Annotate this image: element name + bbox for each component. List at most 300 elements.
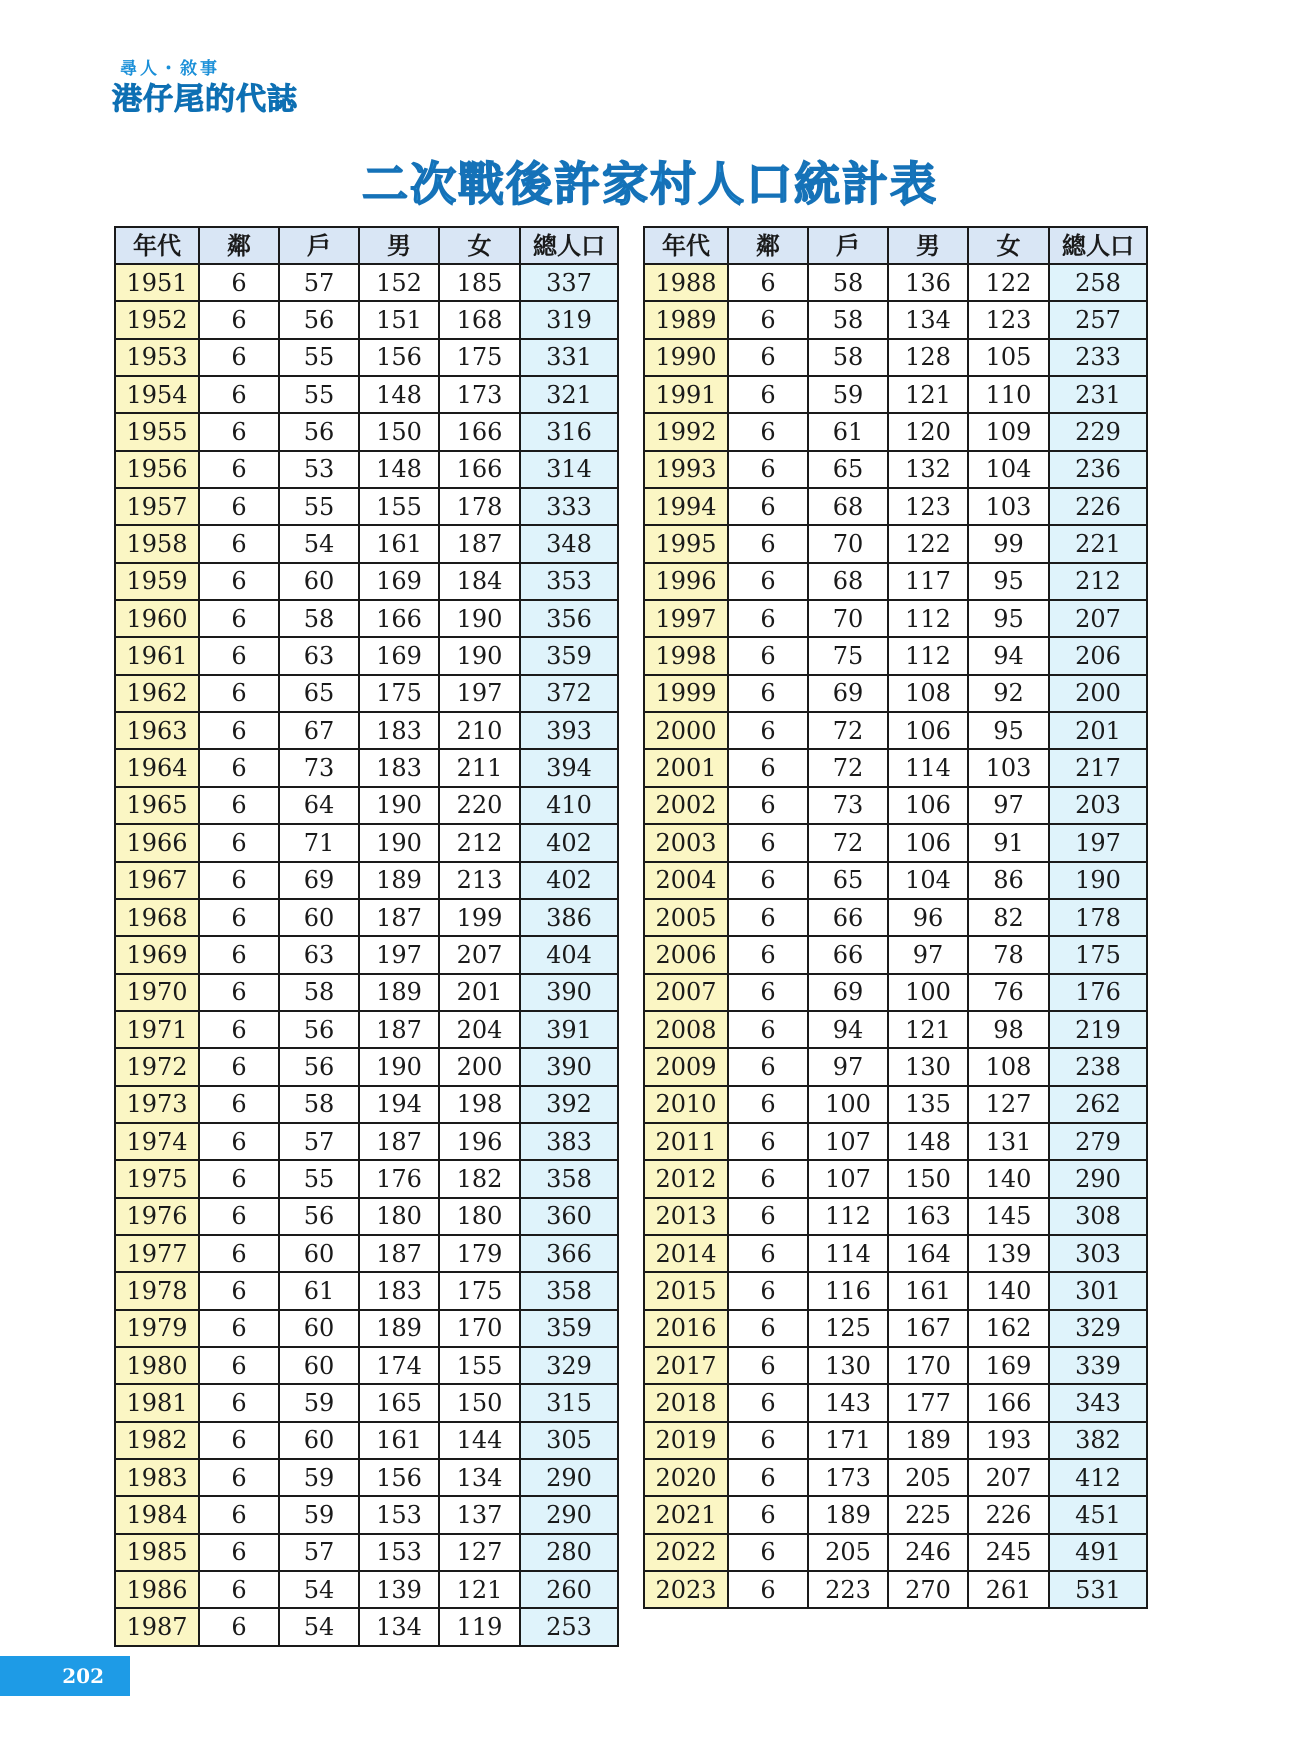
- cell-total: 260: [520, 1571, 618, 1608]
- table-row: [115, 1310, 618, 1347]
- cell-total: 301: [1049, 1272, 1147, 1309]
- cell-neighborhood: 6: [728, 1086, 808, 1123]
- table-row: [644, 488, 1147, 525]
- table-row: [115, 1571, 618, 1608]
- cell-neighborhood: 6: [728, 1048, 808, 1085]
- table-row: [644, 1235, 1147, 1272]
- header-female: 女: [439, 227, 520, 264]
- cell-households: 58: [808, 264, 888, 301]
- cell-female: 210: [439, 712, 520, 749]
- cell-year: 1953: [115, 339, 199, 376]
- table-row: [115, 1459, 618, 1496]
- cell-neighborhood: 6: [199, 1571, 279, 1608]
- cell-female: 190: [439, 600, 520, 637]
- cell-total: 382: [1049, 1422, 1147, 1459]
- cell-male: 190: [359, 787, 439, 824]
- cell-year: 1974: [115, 1123, 199, 1160]
- cell-female: 155: [439, 1347, 520, 1384]
- cell-households: 68: [808, 563, 888, 600]
- cell-male: 187: [359, 899, 439, 936]
- cell-neighborhood: 6: [199, 1608, 279, 1645]
- cell-total: 305: [520, 1422, 618, 1459]
- table-row: [644, 1347, 1147, 1384]
- cell-female: 86: [968, 862, 1049, 899]
- cell-year: 2003: [644, 824, 728, 861]
- cell-male: 106: [888, 824, 968, 861]
- cell-female: 104: [968, 451, 1049, 488]
- table-row: [644, 376, 1147, 413]
- table-row: [115, 787, 618, 824]
- cell-total: 360: [520, 1198, 618, 1235]
- cell-households: 56: [279, 1048, 359, 1085]
- cell-female: 108: [968, 1048, 1049, 1085]
- table-row: [644, 264, 1147, 301]
- table-row: [644, 1571, 1147, 1608]
- table-row: [115, 749, 618, 786]
- cell-neighborhood: 6: [728, 301, 808, 338]
- table-row: [644, 1086, 1147, 1123]
- cell-households: 59: [808, 376, 888, 413]
- cell-households: 54: [279, 1608, 359, 1645]
- population-table-right: [643, 226, 1148, 1609]
- cell-neighborhood: 6: [199, 787, 279, 824]
- cell-female: 95: [968, 563, 1049, 600]
- cell-male: 180: [359, 1198, 439, 1235]
- cell-neighborhood: 6: [199, 1123, 279, 1160]
- cell-female: 166: [439, 413, 520, 450]
- table-row: [644, 600, 1147, 637]
- cell-female: 99: [968, 525, 1049, 562]
- cell-neighborhood: 6: [728, 339, 808, 376]
- cell-male: 150: [888, 1160, 968, 1197]
- table-row: [115, 264, 618, 301]
- header-male: 男: [359, 227, 439, 264]
- cell-male: 166: [359, 600, 439, 637]
- table-row: [644, 1459, 1147, 1496]
- cell-households: 55: [279, 1160, 359, 1197]
- table-row: [115, 899, 618, 936]
- cell-male: 108: [888, 675, 968, 712]
- cell-female: 97: [968, 787, 1049, 824]
- cell-male: 152: [359, 264, 439, 301]
- cell-male: 156: [359, 339, 439, 376]
- cell-total: 253: [520, 1608, 618, 1645]
- cell-households: 223: [808, 1571, 888, 1608]
- cell-year: 2017: [644, 1347, 728, 1384]
- cell-total: 394: [520, 749, 618, 786]
- table-row: [644, 637, 1147, 674]
- cell-male: 183: [359, 1272, 439, 1309]
- cell-female: 78: [968, 936, 1049, 973]
- header-male: 男: [888, 227, 968, 264]
- table-row: [644, 862, 1147, 899]
- cell-female: 95: [968, 600, 1049, 637]
- cell-total: 221: [1049, 525, 1147, 562]
- cell-total: 290: [520, 1459, 618, 1496]
- cell-households: 59: [279, 1459, 359, 1496]
- cell-total: 190: [1049, 862, 1147, 899]
- cell-female: 193: [968, 1422, 1049, 1459]
- cell-households: 58: [808, 301, 888, 338]
- cell-year: 1973: [115, 1086, 199, 1123]
- cell-households: 60: [279, 1235, 359, 1272]
- cell-year: 1982: [115, 1422, 199, 1459]
- cell-female: 185: [439, 264, 520, 301]
- cell-neighborhood: 6: [728, 749, 808, 786]
- cell-total: 339: [1049, 1347, 1147, 1384]
- cell-female: 175: [439, 1272, 520, 1309]
- cell-households: 61: [808, 413, 888, 450]
- cell-total: 279: [1049, 1123, 1147, 1160]
- cell-total: 176: [1049, 974, 1147, 1011]
- cell-female: 109: [968, 413, 1049, 450]
- cell-female: 144: [439, 1422, 520, 1459]
- cell-households: 68: [808, 488, 888, 525]
- cell-year: 1965: [115, 787, 199, 824]
- cell-year: 1963: [115, 712, 199, 749]
- table-row: [115, 301, 618, 338]
- cell-female: 196: [439, 1123, 520, 1160]
- cell-neighborhood: 6: [728, 413, 808, 450]
- cell-total: 366: [520, 1235, 618, 1272]
- cell-neighborhood: 6: [728, 862, 808, 899]
- cell-year: 1990: [644, 339, 728, 376]
- header-female: 女: [968, 227, 1049, 264]
- cell-neighborhood: 6: [728, 1310, 808, 1347]
- cell-total: 314: [520, 451, 618, 488]
- cell-female: 91: [968, 824, 1049, 861]
- cell-male: 161: [888, 1272, 968, 1309]
- table-row: [644, 1422, 1147, 1459]
- table-row: [115, 1011, 618, 1048]
- cell-total: 197: [1049, 824, 1147, 861]
- cell-year: 1997: [644, 600, 728, 637]
- cell-neighborhood: 6: [199, 413, 279, 450]
- table-row: [115, 862, 618, 899]
- cell-male: 246: [888, 1534, 968, 1571]
- cell-female: 213: [439, 862, 520, 899]
- cell-total: 359: [520, 1310, 618, 1347]
- cell-total: 410: [520, 787, 618, 824]
- cell-male: 139: [359, 1571, 439, 1608]
- cell-neighborhood: 6: [199, 749, 279, 786]
- cell-neighborhood: 6: [199, 1384, 279, 1421]
- cell-male: 183: [359, 712, 439, 749]
- cell-households: 143: [808, 1384, 888, 1421]
- table-row: [115, 824, 618, 861]
- cell-female: 127: [439, 1534, 520, 1571]
- cell-households: 60: [279, 1347, 359, 1384]
- cell-female: 197: [439, 675, 520, 712]
- cell-total: 231: [1049, 376, 1147, 413]
- cell-male: 175: [359, 675, 439, 712]
- cell-year: 2009: [644, 1048, 728, 1085]
- cell-households: 70: [808, 525, 888, 562]
- cell-total: 412: [1049, 1459, 1147, 1496]
- cell-female: 201: [439, 974, 520, 1011]
- cell-male: 176: [359, 1160, 439, 1197]
- header-total: 總人口: [520, 227, 618, 264]
- cell-male: 112: [888, 637, 968, 674]
- cell-total: 175: [1049, 936, 1147, 973]
- cell-households: 66: [808, 899, 888, 936]
- cell-neighborhood: 6: [199, 1235, 279, 1272]
- cell-total: 229: [1049, 413, 1147, 450]
- cell-female: 175: [439, 339, 520, 376]
- cell-year: 2000: [644, 712, 728, 749]
- cell-total: 358: [520, 1160, 618, 1197]
- cell-year: 1980: [115, 1347, 199, 1384]
- cell-female: 94: [968, 637, 1049, 674]
- cell-total: 353: [520, 563, 618, 600]
- cell-total: 329: [1049, 1310, 1147, 1347]
- cell-households: 71: [279, 824, 359, 861]
- table-header-row: [115, 227, 618, 264]
- table-row: [115, 1608, 618, 1645]
- cell-year: 1994: [644, 488, 728, 525]
- cell-neighborhood: 6: [199, 1496, 279, 1533]
- cell-neighborhood: 6: [199, 862, 279, 899]
- cell-male: 177: [888, 1384, 968, 1421]
- cell-households: 57: [279, 1123, 359, 1160]
- table-row: [644, 1310, 1147, 1347]
- cell-total: 404: [520, 936, 618, 973]
- cell-households: 61: [279, 1272, 359, 1309]
- cell-female: 137: [439, 1496, 520, 1533]
- cell-female: 178: [439, 488, 520, 525]
- cell-year: 2016: [644, 1310, 728, 1347]
- cell-neighborhood: 6: [728, 712, 808, 749]
- cell-male: 190: [359, 824, 439, 861]
- cell-female: 261: [968, 1571, 1049, 1608]
- cell-households: 63: [279, 936, 359, 973]
- cell-neighborhood: 6: [199, 936, 279, 973]
- cell-male: 187: [359, 1011, 439, 1048]
- cell-year: 2015: [644, 1272, 728, 1309]
- cell-households: 54: [279, 525, 359, 562]
- cell-male: 96: [888, 899, 968, 936]
- cell-total: 392: [520, 1086, 618, 1123]
- cell-male: 187: [359, 1123, 439, 1160]
- cell-total: 359: [520, 637, 618, 674]
- table-row: [644, 1384, 1147, 1421]
- cell-female: 220: [439, 787, 520, 824]
- cell-male: 189: [359, 1310, 439, 1347]
- table-row: [644, 1160, 1147, 1197]
- cell-male: 134: [359, 1608, 439, 1645]
- cell-neighborhood: 6: [728, 1123, 808, 1160]
- cell-households: 69: [808, 974, 888, 1011]
- cell-male: 190: [359, 1048, 439, 1085]
- cell-male: 161: [359, 1422, 439, 1459]
- cell-neighborhood: 6: [728, 787, 808, 824]
- cell-year: 1976: [115, 1198, 199, 1235]
- cell-households: 66: [808, 936, 888, 973]
- cell-neighborhood: 6: [728, 1235, 808, 1272]
- cell-year: 1971: [115, 1011, 199, 1048]
- table-row: [644, 301, 1147, 338]
- cell-male: 165: [359, 1384, 439, 1421]
- cell-female: 162: [968, 1310, 1049, 1347]
- cell-female: 122: [968, 264, 1049, 301]
- cell-female: 127: [968, 1086, 1049, 1123]
- cell-male: 122: [888, 525, 968, 562]
- cell-neighborhood: 6: [199, 488, 279, 525]
- cell-total: 402: [520, 862, 618, 899]
- cell-male: 150: [359, 413, 439, 450]
- cell-year: 1960: [115, 600, 199, 637]
- cell-households: 73: [808, 787, 888, 824]
- cell-total: 303: [1049, 1235, 1147, 1272]
- cell-female: 204: [439, 1011, 520, 1048]
- logo-subtitle: 尋人・敘事: [120, 59, 220, 79]
- cell-male: 120: [888, 413, 968, 450]
- cell-neighborhood: 6: [728, 974, 808, 1011]
- cell-female: 190: [439, 637, 520, 674]
- cell-year: 2018: [644, 1384, 728, 1421]
- cell-total: 206: [1049, 637, 1147, 674]
- table-row: [115, 488, 618, 525]
- cell-female: 212: [439, 824, 520, 861]
- cell-households: 94: [808, 1011, 888, 1048]
- cell-male: 155: [359, 488, 439, 525]
- table-row: [115, 974, 618, 1011]
- table-row: [644, 974, 1147, 1011]
- cell-households: 60: [279, 1310, 359, 1347]
- cell-total: 491: [1049, 1534, 1147, 1571]
- cell-year: 1968: [115, 899, 199, 936]
- cell-male: 169: [359, 637, 439, 674]
- cell-year: 1970: [115, 974, 199, 1011]
- cell-year: 1958: [115, 525, 199, 562]
- cell-male: 135: [888, 1086, 968, 1123]
- header-households: 戶: [808, 227, 888, 264]
- cell-neighborhood: 6: [199, 1198, 279, 1235]
- table-row: [115, 1235, 618, 1272]
- table-row: [115, 1534, 618, 1571]
- cell-male: 106: [888, 787, 968, 824]
- cell-year: 1993: [644, 451, 728, 488]
- cell-year: 2010: [644, 1086, 728, 1123]
- cell-male: 197: [359, 936, 439, 973]
- cell-female: 199: [439, 899, 520, 936]
- cell-female: 207: [968, 1459, 1049, 1496]
- cell-male: 183: [359, 749, 439, 786]
- cell-male: 97: [888, 936, 968, 973]
- cell-households: 58: [808, 339, 888, 376]
- cell-households: 56: [279, 413, 359, 450]
- cell-year: 1999: [644, 675, 728, 712]
- table-row: [644, 749, 1147, 786]
- cell-neighborhood: 6: [199, 1347, 279, 1384]
- cell-male: 106: [888, 712, 968, 749]
- cell-male: 132: [888, 451, 968, 488]
- cell-households: 116: [808, 1272, 888, 1309]
- cell-neighborhood: 6: [199, 600, 279, 637]
- table-row: [115, 376, 618, 413]
- cell-households: 69: [279, 862, 359, 899]
- table-row: [115, 413, 618, 450]
- table-row: [115, 1422, 618, 1459]
- cell-total: 337: [520, 264, 618, 301]
- cell-male: 189: [888, 1422, 968, 1459]
- table-row: [644, 1534, 1147, 1571]
- cell-households: 65: [808, 451, 888, 488]
- table-row: [644, 787, 1147, 824]
- cell-neighborhood: 6: [728, 525, 808, 562]
- table-row: [115, 1198, 618, 1235]
- cell-households: 70: [808, 600, 888, 637]
- cell-year: 1972: [115, 1048, 199, 1085]
- cell-neighborhood: 6: [728, 899, 808, 936]
- cell-total: 383: [520, 1123, 618, 1160]
- cell-year: 1966: [115, 824, 199, 861]
- table-row: [115, 936, 618, 973]
- cell-neighborhood: 6: [728, 1384, 808, 1421]
- cell-male: 114: [888, 749, 968, 786]
- cell-households: 69: [808, 675, 888, 712]
- cell-neighborhood: 6: [728, 264, 808, 301]
- cell-female: 170: [439, 1310, 520, 1347]
- cell-households: 130: [808, 1347, 888, 1384]
- cell-year: 1959: [115, 563, 199, 600]
- table-row: [644, 936, 1147, 973]
- cell-total: 290: [520, 1496, 618, 1533]
- cell-female: 134: [439, 1459, 520, 1496]
- cell-year: 2023: [644, 1571, 728, 1608]
- cell-neighborhood: 6: [199, 1086, 279, 1123]
- cell-year: 2002: [644, 787, 728, 824]
- cell-households: 67: [279, 712, 359, 749]
- page-number: 202: [0, 1656, 130, 1696]
- table-row: [644, 413, 1147, 450]
- cell-male: 128: [888, 339, 968, 376]
- cell-households: 173: [808, 1459, 888, 1496]
- cell-total: 358: [520, 1272, 618, 1309]
- cell-year: 1996: [644, 563, 728, 600]
- cell-neighborhood: 6: [728, 376, 808, 413]
- cell-neighborhood: 6: [199, 563, 279, 600]
- cell-total: 236: [1049, 451, 1147, 488]
- table-row: [115, 1496, 618, 1533]
- cell-female: 95: [968, 712, 1049, 749]
- cell-households: 56: [279, 301, 359, 338]
- cell-households: 59: [279, 1496, 359, 1533]
- cell-households: 205: [808, 1534, 888, 1571]
- cell-neighborhood: 6: [728, 1459, 808, 1496]
- cell-year: 2011: [644, 1123, 728, 1160]
- cell-year: 1985: [115, 1534, 199, 1571]
- table-row: [644, 712, 1147, 749]
- cell-neighborhood: 6: [728, 637, 808, 674]
- cell-male: 189: [359, 974, 439, 1011]
- cell-total: 238: [1049, 1048, 1147, 1085]
- cell-year: 1995: [644, 525, 728, 562]
- cell-neighborhood: 6: [728, 1571, 808, 1608]
- cell-female: 110: [968, 376, 1049, 413]
- cell-female: 187: [439, 525, 520, 562]
- book-logo: [112, 54, 372, 117]
- cell-total: 212: [1049, 563, 1147, 600]
- table-row: [115, 451, 618, 488]
- cell-year: 2013: [644, 1198, 728, 1235]
- cell-female: 103: [968, 749, 1049, 786]
- cell-year: 1986: [115, 1571, 199, 1608]
- cell-year: 1992: [644, 413, 728, 450]
- cell-neighborhood: 6: [199, 451, 279, 488]
- cell-neighborhood: 6: [199, 1310, 279, 1347]
- cell-female: 139: [968, 1235, 1049, 1272]
